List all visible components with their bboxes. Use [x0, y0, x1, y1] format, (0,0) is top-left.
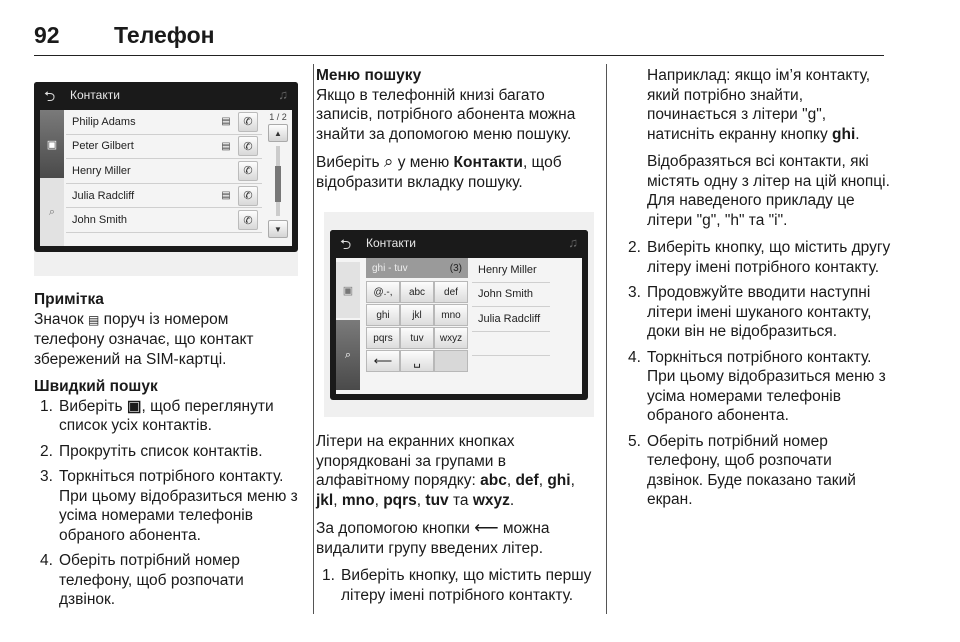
scrollbar-thumb[interactable]: [275, 166, 281, 202]
contact-name: Philip Adams: [72, 115, 136, 128]
select-search-paragraph: [316, 152, 600, 192]
page-title: Телефон: [114, 22, 215, 48]
screen-title: Контакти: [366, 236, 416, 250]
call-button[interactable]: [238, 210, 258, 230]
contact-name: Henry Miller: [478, 263, 537, 276]
search-steps: [316, 566, 600, 605]
step-text: Виберіть кнопку, що містить першу літеру імені потрібного контакту.: [341, 567, 592, 604]
result-paragraph: Відобразяться всі контакти, які містять одну з літер на цій кнопці. Для наведеного прикладу це літери "g", "h" та "i".: [647, 153, 890, 229]
sim-card-icon: ▤: [221, 190, 231, 202]
search-tab[interactable]: [336, 320, 360, 390]
contact-row[interactable]: [66, 184, 262, 209]
search-result-row[interactable]: [472, 258, 550, 283]
page-header: [34, 22, 884, 56]
step-number: 1.: [322, 567, 335, 584]
list-item: [34, 442, 302, 462]
space-icon: ␣: [413, 354, 421, 368]
call-button[interactable]: [238, 161, 258, 181]
backspace-paragraph: [316, 518, 600, 558]
column-2: [316, 66, 600, 200]
call-button[interactable]: [238, 112, 258, 132]
paragraph-mid: у меню: [393, 154, 454, 171]
back-arrow-icon[interactable]: ⮌: [44, 88, 56, 104]
contact-name: Julia Radcliff: [478, 312, 541, 325]
contact-name: Peter Gilbert: [72, 140, 134, 153]
contact-row[interactable]: [66, 135, 262, 160]
contacts-tab[interactable]: [336, 262, 360, 318]
phone-icon: ✆: [243, 140, 253, 153]
paragraph-post: .: [855, 125, 860, 143]
key-button[interactable]: mno: [434, 304, 468, 326]
contact-name: Henry Miller: [72, 164, 131, 177]
column-divider-1: [313, 64, 314, 614]
groups-intro: Літери на екранних кнопках упорядковані за групами в алфавітному порядку:: [316, 433, 515, 489]
back-arrow-icon[interactable]: ⮌: [340, 236, 352, 252]
figure-search-keyboard: [324, 212, 594, 417]
search-screen: [330, 230, 588, 400]
paragraph-post: можна видалити групу введених літер.: [316, 520, 550, 557]
step-text-post: , щоб переглянути список усіх контактів.: [59, 397, 274, 434]
empty-row: [472, 332, 550, 357]
groups-list: abc, def, ghi, jkl, mno, pqrs, tuv та wxyz.: [316, 472, 575, 509]
search-icon: ⌕: [48, 205, 56, 218]
screen-body: [40, 110, 292, 246]
step-number: 4.: [628, 348, 641, 366]
step-text: Продовжуйте вводити наступні літери імені шуканого контакту, доки він не відобразиться.: [647, 284, 872, 340]
example-paragraph: [622, 66, 892, 144]
side-tabs: [40, 110, 64, 246]
screen-header: [34, 82, 298, 108]
step-text: Виберіть кнопку, що містить другу літеру імені потрібного контакту.: [647, 239, 891, 276]
phone-icon: ✆: [243, 165, 253, 178]
note-title: Примітка: [34, 291, 104, 308]
backspace-button[interactable]: [366, 350, 400, 372]
ghi-label: ghi: [832, 125, 856, 143]
note-text-pre: Значок: [34, 310, 88, 328]
backspace-arrow-icon: ⟵: [373, 353, 393, 368]
quick-search-steps: [34, 397, 302, 610]
search-icon: ⌕: [383, 152, 394, 171]
step-text: Оберіть потрібний номер телефону, щоб розпочати дзвінок.: [59, 552, 244, 608]
step-text-pre: Виберіть: [59, 397, 127, 415]
note-text-post: поруч із номером телефону означає, що контакт збережений на SIM-картці.: [34, 310, 254, 368]
sim-card-icon: ▤: [221, 140, 231, 152]
step-number: 2.: [628, 239, 641, 256]
step-number: 2.: [40, 442, 53, 460]
search-tab[interactable]: [40, 178, 64, 246]
step-number: 3.: [628, 284, 641, 301]
step-number: 3.: [40, 468, 53, 485]
letter-group: wxyz: [472, 491, 510, 509]
key-button[interactable]: ghi: [366, 304, 400, 326]
music-note-icon[interactable]: ♫: [568, 235, 578, 250]
column-3: [622, 66, 892, 516]
list-item: [34, 397, 302, 436]
list-item: [622, 283, 892, 342]
search-menu-title: Меню пошуку: [316, 67, 422, 84]
page-indicator: 1 / 2: [269, 112, 287, 122]
letter-group: pqrs: [383, 491, 417, 509]
letter-group: ghi: [547, 472, 571, 489]
search-menu-paragraph: Якщо в телефонній книзі багато записів, потрібного абонента можна знайти за допомогою меню пошуку.: [316, 86, 576, 143]
phone-icon: ✆: [243, 214, 253, 227]
sim-card-icon: ▤: [221, 116, 231, 128]
column-1: [34, 290, 302, 616]
list-item: [622, 238, 892, 277]
search-input[interactable]: [366, 258, 468, 278]
key-button[interactable]: jkl: [400, 304, 434, 326]
phone-icon: ✆: [243, 116, 253, 129]
list-item: [34, 551, 302, 610]
side-tabs: [336, 258, 360, 394]
note-text: [34, 310, 302, 370]
key-button[interactable]: abc: [400, 281, 434, 303]
music-note-icon[interactable]: ♫: [278, 87, 288, 102]
scroll-up-button[interactable]: ▲: [268, 124, 288, 142]
quick-search-title: Швидкий пошук: [34, 378, 158, 395]
key-button[interactable]: @.-,: [366, 281, 400, 303]
contact-card-icon: ▣: [46, 138, 58, 151]
scroll-column: [266, 110, 290, 246]
list-item: [316, 566, 600, 605]
contact-name: John Smith: [478, 288, 534, 301]
step-number: 1.: [40, 397, 53, 415]
list-item: [622, 432, 892, 510]
paragraph-pre: Виберіть: [316, 154, 384, 171]
column-2-lower: [316, 432, 600, 611]
screen-title: Контакти: [70, 88, 120, 102]
blank-key: [434, 350, 468, 372]
screen-body: [336, 258, 582, 394]
paragraph-pre: Наприклад: якщо ім’я контакту, який потрібно знайти, починається з літери "g", натисніть екранну кнопку: [647, 67, 871, 143]
search-result-row[interactable]: [472, 307, 550, 332]
step-number: 4.: [40, 552, 53, 569]
page-number: 92: [34, 22, 60, 48]
and-word: та: [452, 491, 469, 509]
contact-row[interactable]: [66, 208, 262, 233]
letter-group: mno: [341, 491, 375, 509]
key-button[interactable]: wxyz: [434, 327, 468, 349]
result-count: (3): [449, 262, 462, 274]
screen-header: [330, 230, 588, 256]
sim-card-icon: ▤: [88, 312, 100, 327]
key-button[interactable]: tuv: [400, 327, 434, 349]
paragraph-post: , щоб відобразити вкладку пошуку.: [316, 154, 562, 191]
step-text: Оберіть потрібний номер телефону, щоб розпочати дзвінок. Буде показано такий екран.: [647, 432, 856, 508]
step-text: Прокрутіть список контактів.: [59, 442, 263, 460]
call-button[interactable]: [238, 136, 258, 156]
letter-group: jkl: [316, 491, 334, 509]
column-divider-2: [606, 64, 607, 614]
contact-card-icon: ▣: [342, 284, 354, 297]
scroll-down-button[interactable]: ▼: [268, 220, 288, 238]
contacts-menu-label: Контакти: [453, 154, 523, 171]
contact-name: John Smith: [72, 214, 128, 227]
contact-row[interactable]: [66, 110, 262, 135]
search-input-text: ghi - tuv: [372, 262, 408, 274]
contacts-tab[interactable]: [40, 110, 64, 178]
step-text: Торкніться потрібного контакту. При цьому відобразиться меню з усіма номерами телефонів обраного абонента.: [59, 468, 298, 544]
contact-card-icon: ▣: [126, 397, 142, 415]
list-item: [622, 348, 892, 426]
call-button[interactable]: [238, 186, 258, 206]
groups-paragraph: [316, 432, 600, 510]
key-button[interactable]: pqrs: [366, 327, 400, 349]
search-result-row[interactable]: [472, 283, 550, 308]
figure-contacts-list: [34, 82, 298, 276]
list-item: [34, 467, 302, 545]
contacts-screen: [34, 82, 298, 252]
letter-group: abc: [480, 472, 507, 489]
search-icon: ⌕: [344, 348, 352, 361]
phone-icon: ✆: [243, 190, 253, 203]
letter-group: def: [515, 472, 539, 489]
space-button[interactable]: [400, 350, 434, 372]
letter-group: tuv: [425, 491, 449, 509]
contact-row[interactable]: [66, 159, 262, 184]
search-steps-continued: [622, 238, 892, 510]
backspace-arrow-icon: ⟵: [474, 518, 499, 537]
key-button[interactable]: def: [434, 281, 468, 303]
step-number: 5.: [628, 432, 641, 450]
paragraph-pre: За допомогою кнопки: [316, 520, 475, 537]
step-text: Торкніться потрібного контакту. При цьому відобразиться меню з усіма номерами телефонів обраного абонента.: [647, 348, 886, 424]
contact-name: Julia Radcliff: [72, 189, 135, 202]
